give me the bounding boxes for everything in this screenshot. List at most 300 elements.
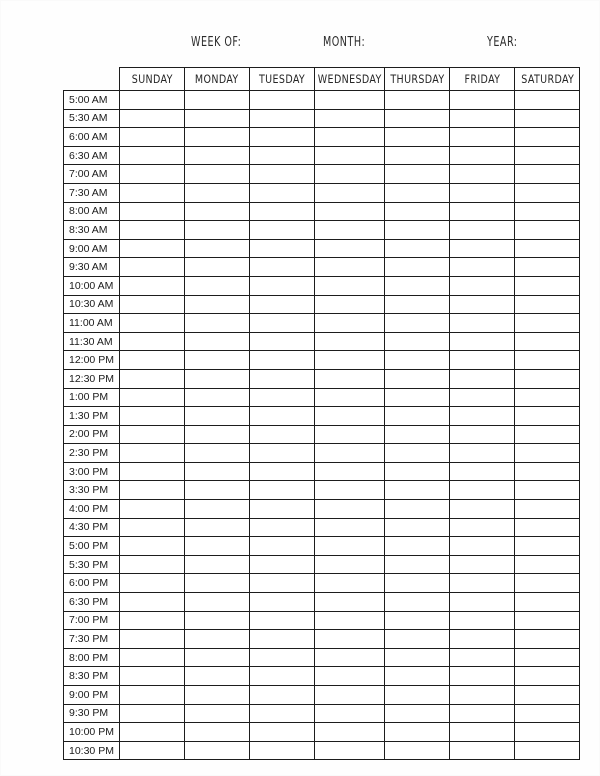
schedule-slot-friday[interactable] [450,314,515,333]
schedule-slot-thursday[interactable] [385,128,450,147]
schedule-slot-sunday[interactable] [120,481,185,500]
schedule-slot-thursday[interactable] [385,146,450,165]
schedule-slot-saturday[interactable] [515,314,580,333]
schedule-slot-thursday[interactable] [385,183,450,202]
table-row [64,165,580,184]
schedule-slot-sunday[interactable] [120,332,185,351]
schedule-slot-thursday[interactable] [385,295,450,314]
table-row [64,630,580,649]
table-row [64,555,580,574]
schedule-slot-sunday[interactable] [120,741,185,760]
schedule-slot-saturday[interactable] [515,109,580,128]
time-label-cell: 9:30 AM [64,258,120,277]
time-label-cell: 10:30 PM [64,741,120,760]
schedule-slot-friday[interactable] [450,686,515,705]
schedule-slot-monday[interactable] [185,407,250,426]
schedule-slot-tuesday[interactable] [250,388,315,407]
schedule-slot-tuesday[interactable] [250,444,315,463]
schedule-slot-friday[interactable] [450,221,515,240]
schedule-slot-thursday[interactable] [385,686,450,705]
schedule-slot-wednesday[interactable] [315,648,385,667]
schedule-slot-friday[interactable] [450,611,515,630]
year-label: YEAR: [487,35,518,50]
schedule-slot-wednesday[interactable] [315,369,385,388]
schedule-slot-wednesday[interactable] [315,91,385,110]
schedule-slot-saturday[interactable] [515,221,580,240]
time-label-cell: 4:00 PM [64,500,120,519]
schedule-slot-sunday[interactable] [120,388,185,407]
schedule-slot-saturday[interactable] [515,202,580,221]
schedule-slot-wednesday[interactable] [315,109,385,128]
schedule-slot-saturday[interactable] [515,183,580,202]
schedule-slot-saturday[interactable] [515,611,580,630]
schedule-slot-friday[interactable] [450,500,515,519]
schedule-slot-thursday[interactable] [385,462,450,481]
schedule-slot-tuesday[interactable] [250,258,315,277]
schedule-slot-saturday[interactable] [515,91,580,110]
schedule-slot-thursday[interactable] [385,611,450,630]
schedule-slot-wednesday[interactable] [315,295,385,314]
schedule-slot-friday[interactable] [450,537,515,556]
schedule-slot-monday[interactable] [185,109,250,128]
schedule-slot-wednesday[interactable] [315,593,385,612]
schedule-slot-sunday[interactable] [120,239,185,258]
table-row [64,239,580,258]
schedule-slot-sunday[interactable] [120,351,185,370]
schedule-slot-thursday[interactable] [385,91,450,110]
schedule-slot-tuesday[interactable] [250,332,315,351]
schedule-slot-tuesday[interactable] [250,574,315,593]
day-header-sunday [120,68,185,91]
schedule-slot-thursday[interactable] [385,314,450,333]
schedule-slot-thursday[interactable] [385,425,450,444]
schedule-slot-tuesday[interactable] [250,667,315,686]
schedule-slot-sunday[interactable] [120,518,185,537]
schedule-slot-sunday[interactable] [120,425,185,444]
schedule-slot-sunday[interactable] [120,221,185,240]
schedule-slot-wednesday[interactable] [315,351,385,370]
schedule-slot-wednesday[interactable] [315,128,385,147]
schedule-slot-saturday[interactable] [515,518,580,537]
schedule-slot-saturday[interactable] [515,574,580,593]
schedule-slot-sunday[interactable] [120,555,185,574]
schedule-slot-tuesday[interactable] [250,462,315,481]
schedule-slot-friday[interactable] [450,91,515,110]
schedule-slot-monday[interactable] [185,574,250,593]
schedule-slot-sunday[interactable] [120,109,185,128]
schedule-slot-thursday[interactable] [385,239,450,258]
schedule-slot-wednesday[interactable] [315,686,385,705]
schedule-slot-monday[interactable] [185,481,250,500]
schedule-slot-tuesday[interactable] [250,146,315,165]
schedule-slot-monday[interactable] [185,202,250,221]
table-row [64,388,580,407]
schedule-slot-friday[interactable] [450,407,515,426]
schedule-slot-tuesday[interactable] [250,128,315,147]
schedule-slot-thursday[interactable] [385,109,450,128]
schedule-slot-wednesday[interactable] [315,276,385,295]
schedule-slot-saturday[interactable] [515,537,580,556]
schedule-slot-wednesday[interactable] [315,667,385,686]
schedule-slot-friday[interactable] [450,518,515,537]
schedule-slot-sunday[interactable] [120,258,185,277]
schedule-slot-wednesday[interactable] [315,741,385,760]
table-row [64,741,580,760]
schedule-slot-thursday[interactable] [385,704,450,723]
schedule-slot-sunday[interactable] [120,574,185,593]
schedule-slot-monday[interactable] [185,276,250,295]
schedule-slot-friday[interactable] [450,109,515,128]
schedule-slot-thursday[interactable] [385,518,450,537]
table-row [64,686,580,705]
schedule-slot-sunday[interactable] [120,407,185,426]
schedule-slot-tuesday[interactable] [250,518,315,537]
schedule-slot-thursday[interactable] [385,202,450,221]
schedule-slot-wednesday[interactable] [315,165,385,184]
schedule-slot-sunday[interactable] [120,276,185,295]
month-label: MONTH: [323,35,366,50]
schedule-slot-saturday[interactable] [515,258,580,277]
schedule-slot-wednesday[interactable] [315,537,385,556]
schedule-slot-tuesday[interactable] [250,425,315,444]
table-row [64,648,580,667]
schedule-slot-sunday[interactable] [120,183,185,202]
schedule-slot-saturday[interactable] [515,128,580,147]
schedule-slot-friday[interactable] [450,332,515,351]
table-row [64,537,580,556]
schedule-slot-thursday[interactable] [385,555,450,574]
schedule-slot-tuesday[interactable] [250,704,315,723]
schedule-slot-saturday[interactable] [515,407,580,426]
schedule-slot-friday[interactable] [450,593,515,612]
schedule-slot-sunday[interactable] [120,369,185,388]
schedule-slot-friday[interactable] [450,630,515,649]
schedule-slot-tuesday[interactable] [250,407,315,426]
schedule-slot-thursday[interactable] [385,407,450,426]
schedule-slot-thursday[interactable] [385,221,450,240]
table-row [64,667,580,686]
schedule-slot-monday[interactable] [185,146,250,165]
schedule-slot-thursday[interactable] [385,723,450,742]
table-head [64,68,580,91]
schedule-slot-monday[interactable] [185,295,250,314]
schedule-slot-monday[interactable] [185,332,250,351]
schedule-slot-wednesday[interactable] [315,221,385,240]
schedule-slot-wednesday[interactable] [315,611,385,630]
schedule-slot-sunday[interactable] [120,723,185,742]
schedule-slot-tuesday[interactable] [250,314,315,333]
schedule-slot-sunday[interactable] [120,202,185,221]
schedule-slot-tuesday[interactable] [250,593,315,612]
schedule-slot-tuesday[interactable] [250,686,315,705]
schedule-slot-saturday[interactable] [515,500,580,519]
schedule-slot-wednesday[interactable] [315,555,385,574]
schedule-slot-sunday[interactable] [120,314,185,333]
schedule-slot-tuesday[interactable] [250,369,315,388]
time-label-cell: 2:00 PM [64,425,120,444]
time-column-header [64,68,120,91]
schedule-slot-wednesday[interactable] [315,239,385,258]
schedule-slot-saturday[interactable] [515,686,580,705]
schedule-slot-wednesday[interactable] [315,723,385,742]
table-row [64,723,580,742]
schedule-slot-friday[interactable] [450,351,515,370]
schedule-slot-saturday[interactable] [515,332,580,351]
schedule-slot-friday[interactable] [450,165,515,184]
schedule-slot-monday[interactable] [185,369,250,388]
schedule-slot-saturday[interactable] [515,741,580,760]
schedule-slot-thursday[interactable] [385,276,450,295]
schedule-slot-monday[interactable] [185,351,250,370]
schedule-slot-saturday[interactable] [515,276,580,295]
table-row [64,369,580,388]
schedule-slot-saturday[interactable] [515,388,580,407]
schedule-slot-thursday[interactable] [385,332,450,351]
schedule-slot-monday[interactable] [185,667,250,686]
schedule-slot-friday[interactable] [450,388,515,407]
schedule-slot-tuesday[interactable] [250,183,315,202]
table-row [64,407,580,426]
schedule-slot-friday[interactable] [450,555,515,574]
time-label-cell: 8:30 PM [64,667,120,686]
schedule-slot-monday[interactable] [185,165,250,184]
table-row [64,128,580,147]
schedule-slot-sunday[interactable] [120,611,185,630]
schedule-slot-monday[interactable] [185,91,250,110]
schedule-slot-sunday[interactable] [120,704,185,723]
schedule-slot-tuesday[interactable] [250,630,315,649]
schedule-slot-monday[interactable] [185,128,250,147]
schedule-slot-sunday[interactable] [120,128,185,147]
schedule-slot-tuesday[interactable] [250,741,315,760]
schedule-slot-sunday[interactable] [120,165,185,184]
schedule-slot-monday[interactable] [185,741,250,760]
schedule-slot-monday[interactable] [185,555,250,574]
schedule-slot-tuesday[interactable] [250,500,315,519]
schedule-slot-monday[interactable] [185,500,250,519]
schedule-slot-saturday[interactable] [515,369,580,388]
schedule-slot-wednesday[interactable] [315,202,385,221]
schedule-slot-monday[interactable] [185,314,250,333]
time-label-cell: 8:00 AM [64,202,120,221]
schedule-slot-thursday[interactable] [385,630,450,649]
schedule-slot-friday[interactable] [450,128,515,147]
schedule-slot-thursday[interactable] [385,258,450,277]
schedule-slot-saturday[interactable] [515,462,580,481]
schedule-slot-friday[interactable] [450,741,515,760]
schedule-slot-friday[interactable] [450,723,515,742]
schedule-slot-monday[interactable] [185,462,250,481]
schedule-slot-sunday[interactable] [120,444,185,463]
schedule-slot-wednesday[interactable] [315,704,385,723]
schedule-slot-saturday[interactable] [515,593,580,612]
schedule-slot-tuesday[interactable] [250,351,315,370]
schedule-slot-sunday[interactable] [120,295,185,314]
table-row [64,183,580,202]
schedule-slot-tuesday[interactable] [250,723,315,742]
schedule-slot-sunday[interactable] [120,648,185,667]
schedule-slot-thursday[interactable] [385,481,450,500]
schedule-slot-monday[interactable] [185,221,250,240]
schedule-slot-friday[interactable] [450,295,515,314]
schedule-slot-wednesday[interactable] [315,258,385,277]
schedule-slot-thursday[interactable] [385,500,450,519]
schedule-slot-tuesday[interactable] [250,109,315,128]
schedule-slot-friday[interactable] [450,369,515,388]
day-header-saturday [515,68,580,91]
schedule-slot-wednesday[interactable] [315,500,385,519]
schedule-slot-thursday[interactable] [385,648,450,667]
day-header-label: SUNDAY [131,72,173,86]
schedule-slot-saturday[interactable] [515,723,580,742]
schedule-slot-friday[interactable] [450,258,515,277]
schedule-slot-wednesday[interactable] [315,462,385,481]
schedule-slot-tuesday[interactable] [250,202,315,221]
schedule-slot-friday[interactable] [450,462,515,481]
time-label-cell: 9:00 PM [64,686,120,705]
schedule-slot-monday[interactable] [185,388,250,407]
schedule-slot-thursday[interactable] [385,537,450,556]
schedule-slot-friday[interactable] [450,481,515,500]
time-label-cell: 7:30 PM [64,630,120,649]
schedule-slot-monday[interactable] [185,648,250,667]
schedule-slot-saturday[interactable] [515,481,580,500]
day-header-label: THURSDAY [390,72,445,86]
schedule-slot-monday[interactable] [185,425,250,444]
schedule-slot-friday[interactable] [450,667,515,686]
schedule-slot-monday[interactable] [185,183,250,202]
time-label-cell: 1:00 PM [64,388,120,407]
schedule-slot-sunday[interactable] [120,593,185,612]
schedule-slot-tuesday[interactable] [250,165,315,184]
schedule-slot-saturday[interactable] [515,165,580,184]
schedule-slot-saturday[interactable] [515,630,580,649]
schedule-slot-friday[interactable] [450,574,515,593]
schedule-slot-monday[interactable] [185,723,250,742]
schedule-slot-thursday[interactable] [385,351,450,370]
time-label-cell: 6:00 PM [64,574,120,593]
schedule-slot-wednesday[interactable] [315,314,385,333]
schedule-slot-tuesday[interactable] [250,611,315,630]
schedule-slot-wednesday[interactable] [315,407,385,426]
schedule-slot-saturday[interactable] [515,239,580,258]
schedule-slot-wednesday[interactable] [315,146,385,165]
schedule-slot-thursday[interactable] [385,444,450,463]
schedule-slot-tuesday[interactable] [250,276,315,295]
schedule-slot-sunday[interactable] [120,462,185,481]
schedule-slot-saturday[interactable] [515,146,580,165]
schedule-slot-monday[interactable] [185,611,250,630]
day-header-label: SATURDAY [520,72,574,86]
schedule-slot-sunday[interactable] [120,667,185,686]
schedule-slot-monday[interactable] [185,593,250,612]
week-of-label: WEEK OF: [191,35,242,50]
time-label-cell: 7:00 AM [64,165,120,184]
table-row [64,593,580,612]
schedule-slot-monday[interactable] [185,537,250,556]
schedule-slot-tuesday[interactable] [250,555,315,574]
schedule-slot-thursday[interactable] [385,667,450,686]
schedule-slot-saturday[interactable] [515,704,580,723]
schedule-slot-saturday[interactable] [515,667,580,686]
schedule-slot-friday[interactable] [450,183,515,202]
schedule-slot-tuesday[interactable] [250,239,315,258]
schedule-slot-saturday[interactable] [515,555,580,574]
schedule-slot-saturday[interactable] [515,648,580,667]
table-row [64,91,580,110]
schedule-slot-wednesday[interactable] [315,630,385,649]
schedule-slot-friday[interactable] [450,444,515,463]
table-row [64,444,580,463]
schedule-slot-thursday[interactable] [385,388,450,407]
schedule-slot-monday[interactable] [185,518,250,537]
day-header-tuesday [250,68,315,91]
schedule-slot-saturday[interactable] [515,351,580,370]
schedule-slot-wednesday[interactable] [315,183,385,202]
table-row [64,518,580,537]
schedule-slot-tuesday[interactable] [250,91,315,110]
schedule-slot-monday[interactable] [185,239,250,258]
schedule-slot-wednesday[interactable] [315,388,385,407]
schedule-slot-thursday[interactable] [385,369,450,388]
schedule-slot-wednesday[interactable] [315,444,385,463]
schedule-slot-tuesday[interactable] [250,481,315,500]
schedule-slot-wednesday[interactable] [315,481,385,500]
table-row [64,276,580,295]
schedule-slot-sunday[interactable] [120,630,185,649]
schedule-slot-monday[interactable] [185,444,250,463]
schedule-slot-thursday[interactable] [385,593,450,612]
schedule-slot-saturday[interactable] [515,425,580,444]
schedule-slot-sunday[interactable] [120,91,185,110]
schedule-slot-friday[interactable] [450,425,515,444]
schedule-slot-tuesday[interactable] [250,648,315,667]
schedule-slot-saturday[interactable] [515,444,580,463]
time-label-cell: 7:00 PM [64,611,120,630]
schedule-slot-thursday[interactable] [385,574,450,593]
schedule-slot-wednesday[interactable] [315,518,385,537]
schedule-slot-wednesday[interactable] [315,425,385,444]
time-label-cell: 5:00 AM [64,91,120,110]
schedule-slot-friday[interactable] [450,704,515,723]
schedule-slot-tuesday[interactable] [250,221,315,240]
schedule-slot-friday[interactable] [450,276,515,295]
schedule-slot-monday[interactable] [185,258,250,277]
schedule-slot-friday[interactable] [450,202,515,221]
schedule-slot-sunday[interactable] [120,146,185,165]
schedule-slot-tuesday[interactable] [250,295,315,314]
schedule-slot-wednesday[interactable] [315,332,385,351]
day-header-label: MONDAY [195,72,239,86]
time-label-cell: 10:00 AM [64,276,120,295]
schedule-slot-wednesday[interactable] [315,574,385,593]
schedule-slot-sunday[interactable] [120,686,185,705]
schedule-slot-thursday[interactable] [385,741,450,760]
day-header-wednesday [315,68,385,91]
schedule-slot-thursday[interactable] [385,165,450,184]
schedule-slot-friday[interactable] [450,239,515,258]
schedule-slot-saturday[interactable] [515,295,580,314]
schedule-slot-friday[interactable] [450,648,515,667]
schedule-slot-monday[interactable] [185,686,250,705]
schedule-slot-friday[interactable] [450,146,515,165]
schedule-slot-monday[interactable] [185,630,250,649]
table-row [64,462,580,481]
schedule-slot-sunday[interactable] [120,500,185,519]
schedule-slot-tuesday[interactable] [250,537,315,556]
schedule-slot-monday[interactable] [185,704,250,723]
schedule-slot-sunday[interactable] [120,537,185,556]
